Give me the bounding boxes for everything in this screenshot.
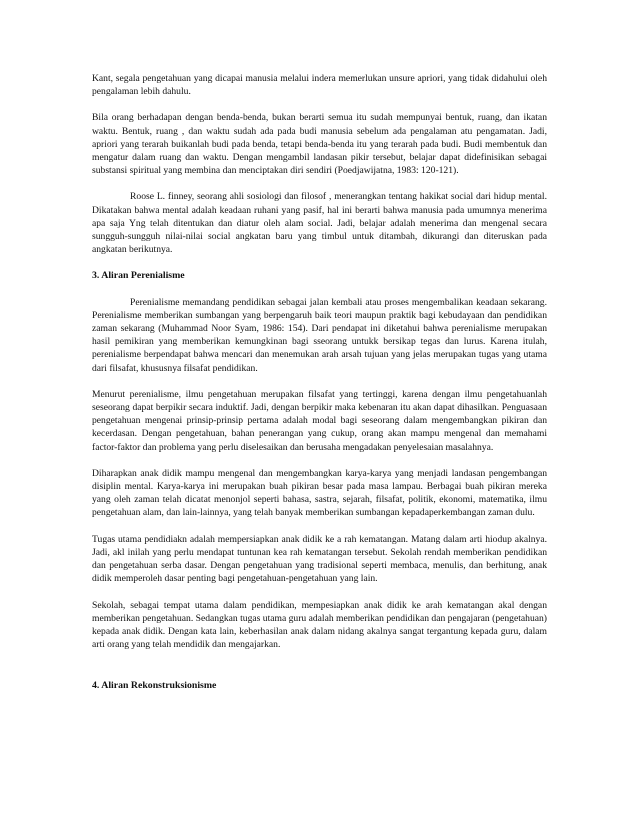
paragraph-sekolah: Sekolah, sebagai tempat utama dalam pendidikan, mempesiapkan anak didik ke arah kematangan akal dengan memberikan pengetahuan. Sedangkan tugas utama guru adalah memberikan pendidikan dan pengajaran (pengetahuan) kepada anak didik. Dengan kata lain, keberhasilan anak dalam nidang akalnya sangat tergantung kepada guru, dalam arti orang yang telah mendidik dan mengajarkan. <box>92 599 547 651</box>
paragraph-finney: Roose L. finney, seorang ahli sosiologi dan filosof , menerangkan tentang hakikat social dari hidup mental. Dikatakan bahwa mental adalah keadaan ruhani yang pasif, hal ini berarti bahwa manusia pada umumnya menerima apa saja Yng telah ditentukan dan diatur oleh alam social. Jadi, belajar adalah menerima dan mengenal secara sungguh-sungguh nilai-nilai social angkatan baru yang timbul untuk ditambah, dikurangi dan diteruskan pada angkatan berikutnya. <box>92 191 547 256</box>
heading-rekonstruksionisme: 4. Aliran Rekonstruksionisme <box>92 680 217 692</box>
paragraph-menurut-perenialisme: Menurut perenialisme, ilmu pengetahuan merupakan filsafat yang tertinggi, karena dengan ilmu pengetahuanlah seseorang dapat berpikir secara induktif. Jadi, dengan berpikir maka kebenaran itu akan dapat dihasilkan. Penguasaan pengetahuan mengenai prinsip-prinsip pertama adalah modal bagi seseorang dalam mengembangkan pikiran dan kecerdasan. Dengan pengetahuan, bahan penerangan yang cukup, orang akan mampu mengenal dan memahami factor-faktor dan problema yang perlu diselesaikan dan berusaha mengadakan penyelesaian masalahnya. <box>92 388 547 453</box>
section-spacer <box>92 664 547 679</box>
paragraph-tugas-utama: Tugas utama pendidiakn adalah mempersiapkan anak didik ke a rah kematangan. Matang dalam arti hiodup akalnya. Jadi, akl inilah yang perlu mendapat tuntunan kea rah kematangan tersebut. Sekolah rendah memberikan pendidikan dan pengetahuan serba dasar. Dengan pengetahuan yang tradisional seperti membaca, menulis, dan berhitung, anak didik memperoleh dasar penting bagi pengetahuan-pengetahuan yang lain. <box>92 533 547 585</box>
paragraph-kant: Kant, segala pengetahuan yang dicapai manusia melalui indera memerlukan unsure apriori, yang tidak didahului oleh pengalaman lebih dahulu. <box>92 73 547 98</box>
paragraph-perenialisme-intro: Perenialisme memandang pendidikan sebagai jalan kembali atau proses mengembalikan keadaan sekarang. Perenialisme memberikan sumbangan yang berpengaruh baik teori maupun praktik bagi kebudayaan dan pendidikan zaman sekarang (Muhammad Noor Syam, 1986: 154). Dari pendapat ini diketahui bahwa perenialisme merupakan hasil pemikiran yang memberikan kemungkinan bagi sseorang untukk bersikap tegas dan lurus. Karena itulah, perenialisme berpendapat bahwa mencari dan menemukan arah arsah tujuan yang jelas merupakan tugas yang utama dari filsafat, khususnya filsafat pendidikan. <box>92 296 547 374</box>
paragraph-benda: Bila orang berhadapan dengan benda-benda, bukan berarti semua itu sudah mempunyai bentuk, ruang, dan ikatan waktu. Bentuk, ruang , dan waktu sudah ada pada budi manusia sebelum ada pengalaman atu pengamatan. Jadi, apriori yang terarah buikanlah budi pada benda, tetapi benda-benda itu yang terarah pada budi. Budi membentuk dan mengatur dalam ruang dan waktu. Dengan mengambil landasan pikir tersebut, belajar dapat didefinisikan sebagai substansi spiritual yang membina dan menciptakan diri sendiri (Poedjawijatna, 1983: 120-121). <box>92 112 547 177</box>
heading-perenialisme: 3. Aliran Perenialisme <box>92 270 185 282</box>
document-page <box>92 72 547 706</box>
paragraph-diharapkan: Diharapkan anak didik mampu mengenal dan mengembangkan karya-karya yang menjadi landasan pengembangan disiplin mental. Karya-karya ini merupakan buah pikiran besar pada masa lampau. Berbagai buah pikiran mereka yang oleh zaman telah dicatat menonjol seperti bahasa, sastra, sejarah, filsafat, politik, ekonomi, matematika, ilmu pengetahuan alam, dan lain-lainnya, yang telah banyak memberikan sumbangan kepadaperkembangan zaman dulu. <box>92 467 547 519</box>
